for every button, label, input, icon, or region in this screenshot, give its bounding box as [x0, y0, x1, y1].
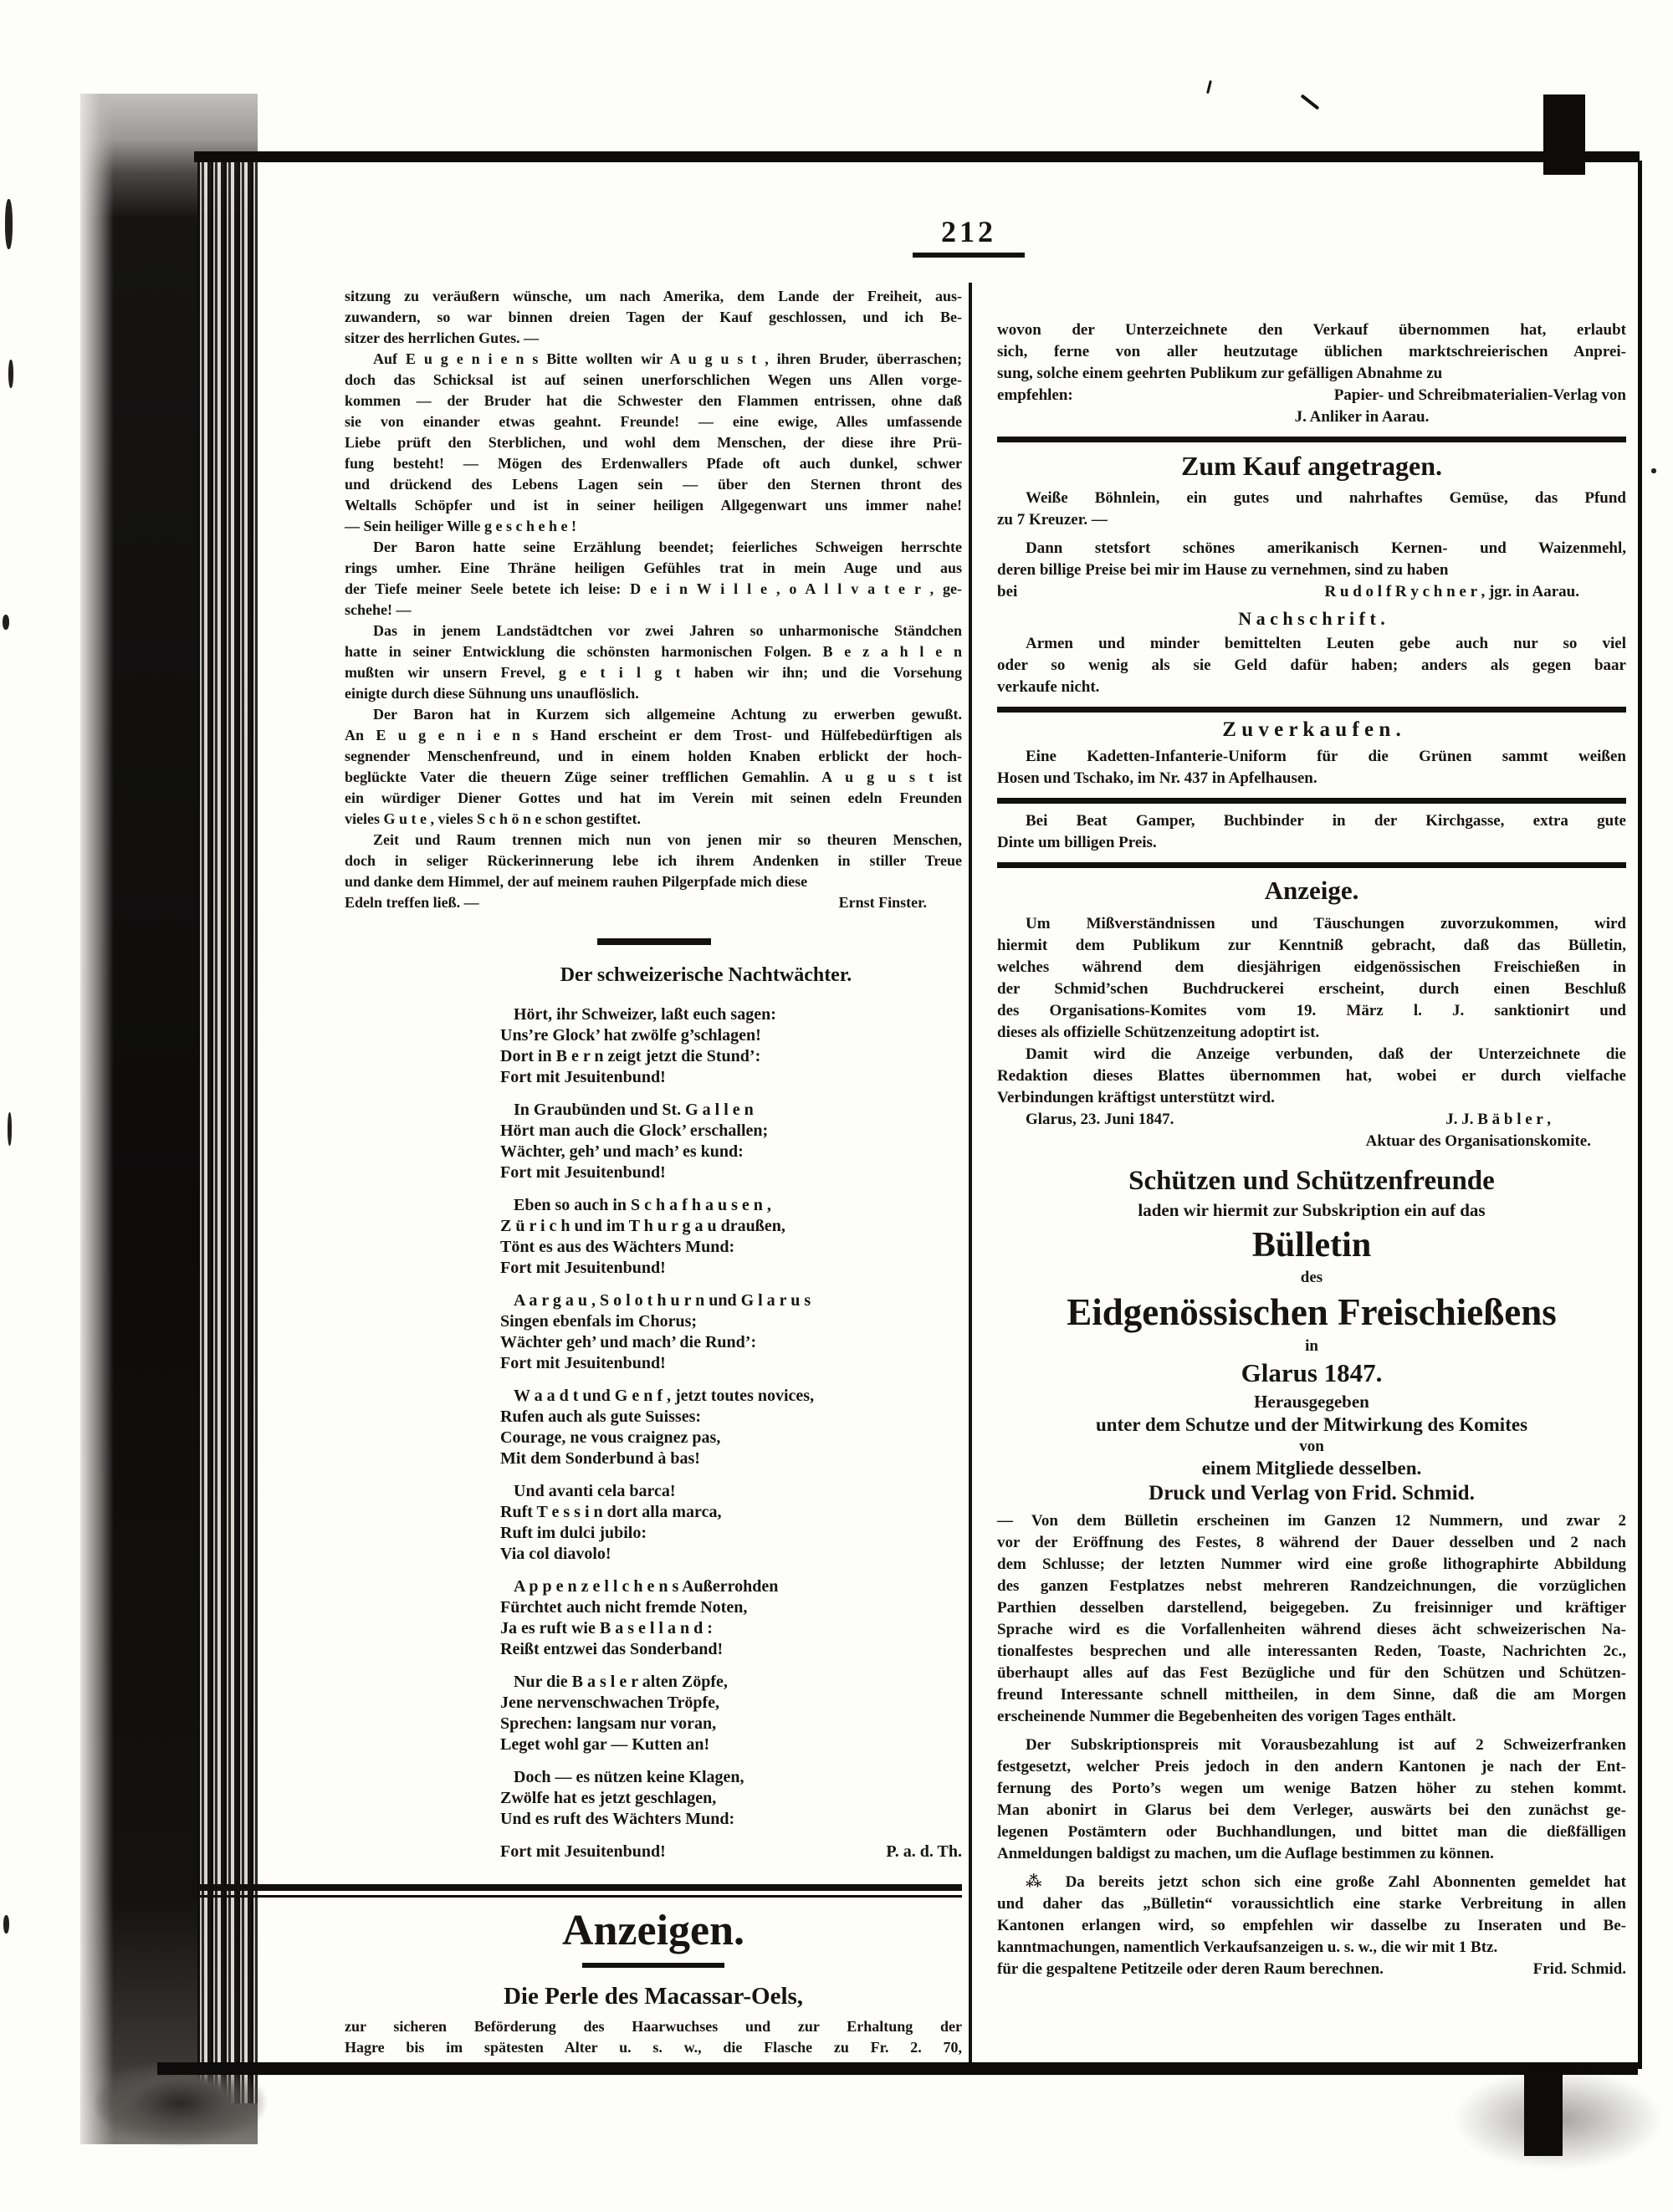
text-line: ⁂ Da bereits jetzt schon sich eine große Zahl Abonnenten gemeldet hat: [1026, 1873, 1626, 1891]
invite-heading: Schützen und Schützenfreunde: [1128, 1166, 1495, 1196]
top-right-ink-mark: [1543, 95, 1585, 175]
poem-stanza: [500, 1576, 962, 1660]
scan-scratch: [1301, 94, 1320, 110]
scan-speck: [8, 360, 13, 388]
text-line: Fort mit Jesuitenbund!: [500, 1068, 666, 1086]
bulletin-des: des: [1300, 1269, 1323, 1286]
signatory-name: J. J. B ä b l e r ,: [1445, 1111, 1551, 1128]
right-column: [997, 319, 1626, 1980]
text-line: vieles G u t e , vieles S c h ö n e schon gestiftet.: [345, 810, 641, 827]
text-line: sich, ferne von aller heutzutage üblichen marktschreierischen Anprei-: [997, 343, 1626, 360]
text-line: sitzung zu veräußern wünsche, um nach Amerika, dem Lande der Freiheit, aus-: [345, 288, 962, 304]
text-line: Verbindungen kräftigst unterstützt wird.: [997, 1089, 1275, 1106]
text-line: Tönt es aus des Wächters Mund:: [500, 1238, 735, 1256]
text-line: Weltalls Schöpfer und ist in seiner heiligen Allgegenwart uns immer nahe!: [345, 497, 962, 513]
zum-kauf-heading: Zum Kauf angetragen.: [1181, 451, 1442, 481]
story-paragraph: [345, 286, 962, 349]
scan-speck: [5, 199, 13, 249]
scan-scratch: [1206, 80, 1212, 94]
bulletin-title: Bülletin: [1251, 1226, 1372, 1264]
text-line: mußten wir unsern Frevel, g e t i l g t haben wir ihn; und die Vorsehung: [345, 664, 962, 681]
text-line: Fort mit Jesuitenbund!: [500, 1354, 666, 1372]
anzeige-heading: Anzeige.: [1264, 876, 1359, 905]
anzeige-date-line: [997, 1109, 1626, 1131]
text-line: Zwölfe hat es jetzt geschlagen,: [500, 1789, 717, 1807]
text-line: überhaupt alles auf das Fest Bezügliche und für den Schützen und Schützen-: [997, 1664, 1626, 1682]
text-line: festgesetzt, welcher Preis jedoch in den andern Kantonen je nach der Ent-: [997, 1758, 1626, 1775]
text-line: Weiße Böhnlein, ein gutes und nahrhaftes Gemüse, das Pfund: [1026, 489, 1626, 507]
text-line: der Tiefe meiner Seele betete ich leise: D e i n W i l l e , o A l l v a t e r , ge-: [345, 580, 962, 597]
ad-uniform: [997, 746, 1626, 789]
text-line: An E u g e n i e n s Hand erscheint er dem Trost- und Hülfebedürftigen als: [345, 727, 962, 743]
bulletin-inserate-paragraph: [997, 1872, 1626, 1959]
text-line: kanntmachungen, namentlich Verkaufsanzeigen u. s. w., die wir mit 1 Btz.: [997, 1939, 1498, 1956]
poem-stanza: [500, 1290, 962, 1374]
text-line: sie von einander etwas geahnt. Freunde! — eine ewige, Alles umfassende: [345, 413, 962, 430]
text-line: rings umher. Eine Thräne heiligen Gefühles trat in mein Auge und aus: [345, 559, 962, 576]
text-line: und drückend des Lebens Lagen sein — über den Sternen thront des: [345, 476, 962, 493]
ad-boehnlein: [997, 488, 1626, 531]
story-paragraph: [345, 621, 962, 704]
text-line: wovon der Unterzeichnete den Verkauf übernommen hat, erlaubt: [997, 321, 1626, 339]
ad-gamper: [997, 810, 1626, 854]
text-line: schehe! —: [345, 601, 412, 618]
text-line: hatte in seiner Entwicklung die schönsten harmonischen Folgen. B e z a h l e n: [345, 643, 962, 660]
bulletin-in: in: [1305, 1337, 1318, 1355]
page-top-border-line: [194, 151, 1640, 162]
poem-refrain: Fort mit Jesuitenbund!: [500, 1842, 666, 1861]
text-line: Hört, ihr Schweizer, laßt euch sagen:: [514, 1005, 776, 1024]
ad-seller-line: [997, 581, 1626, 603]
text-line: verkaufe nicht.: [997, 678, 1100, 696]
bulletin-herausgegeben: Herausgegeben: [1254, 1392, 1369, 1412]
text-line: Rufen auch als gute Suisses:: [500, 1407, 702, 1426]
text-line: Redaktion dieses Blattes übernommen hat, wobei er durch vielfache: [997, 1067, 1626, 1085]
poem-stanza: [500, 1386, 962, 1469]
page-number-underline: [913, 253, 1025, 258]
section-rule: [997, 437, 1626, 442]
story-closing-line: [345, 892, 962, 913]
anzeigen-heading-underline: [582, 1963, 724, 1968]
text-line: Singen ebenfals im Chorus;: [500, 1312, 698, 1331]
text-line: Um Mißverständnissen und Täuschungen zuvorzukommen, wird: [1026, 915, 1626, 932]
story-last-words: Edeln treffen ließ. —: [345, 894, 479, 911]
text-line: dieses als offizielle Schützenzeitung adoptirt ist.: [997, 1024, 1320, 1041]
ad-macassar-continuation: [997, 319, 1626, 385]
text-line: Fort mit Jesuitenbund!: [500, 1163, 666, 1182]
zu-verkaufen-heading: Z u v e r k a u f e n .: [1222, 718, 1401, 741]
text-line: fung besteht! — Mögen des Erdenwallers Pfade oft auch dunkel, schwer: [345, 455, 962, 472]
ad-macassar-title: Die Perle des Macassar-Oels,: [503, 1983, 804, 2010]
text-line: Auf E u g e n i e n s Bitte wollten wir A u g u s t , ihren Bruder, überraschen;: [373, 350, 962, 367]
text-line: Eine Kadetten-Infanterie-Uniform für die Grünen sammt weißen: [1026, 748, 1626, 765]
text-line: Ja es ruft wie B a s e l l a n d :: [500, 1619, 713, 1637]
scan-speck: [8, 1112, 12, 1146]
poem-stanza: [500, 1100, 962, 1183]
text-line: Wächter, geh’ und mach’ es kund:: [500, 1142, 744, 1161]
bulletin-place-year: Glarus 1847.: [1241, 1358, 1383, 1387]
text-line: Sprache wird es die Vorfallenheiten während dieses ächt schweizerischen Na-: [997, 1621, 1626, 1638]
nachschrift-text: [997, 633, 1626, 698]
page-number: [908, 214, 1029, 258]
text-line: Sprechen: langsam nur voran,: [500, 1714, 717, 1733]
text-line: erscheinende Nummer die Begebenheiten des vorigen Tages enthält.: [997, 1708, 1456, 1725]
date-place: Glarus, 23. Juni 1847.: [1026, 1111, 1174, 1128]
closing-text: für die gespaltene Petitzeile oder deren Raum berechnen.: [997, 1960, 1384, 1978]
story-paragraph: [345, 704, 962, 830]
text-line: Kantonen erlangen wird, so empfehlen wir dasselbe zu Inseraten und Be-: [997, 1917, 1626, 1934]
text-line: Mit dem Sonderbund à bas!: [500, 1449, 700, 1468]
text-line: Bei Beat Gamper, Buchbinder in der Kirchgasse, extra gute: [1026, 812, 1626, 830]
bulletin-main-title: Eidgenössischen Freischießens: [1067, 1291, 1557, 1333]
text-line: segnender Menschenfreund, und in einem holden Knaben erblickt der hoch-: [345, 748, 962, 764]
text-line: Jene nervenschwachen Tröpfe,: [500, 1693, 720, 1712]
text-line: der Schmid’schen Buchdruckerei erscheint, durch einen Beschluß: [997, 980, 1626, 998]
page-right-border-line: [1638, 161, 1642, 2069]
text-line: Courage, ne vous craignez pas,: [500, 1428, 721, 1447]
bottom-right-ink-mark: [1524, 2072, 1563, 2156]
text-line: ein würdiger Diener Gottes und hat im Verein mit seinen edeln Freunden: [345, 789, 962, 806]
text-line: und daher das „Bülletin“ voraussichtlich eine starke Verbreitung in allen: [997, 1895, 1626, 1913]
text-line: Ruft im dulci jubilo:: [500, 1524, 647, 1542]
text-line: tionalfestes besprechen und alle interessanten Reden, Toaste, Nachrichten 2c.,: [997, 1642, 1626, 1660]
section-rule: [997, 798, 1626, 804]
text-line: beglückte Vater die theuern Züge seiner trefflichen Gemahlin. A u g u s t ist: [345, 769, 962, 785]
anzeige-paragraph: [997, 913, 1626, 1044]
text-line: In Graubünden und St. G a l l e n: [514, 1101, 754, 1119]
text-line: Dann stetsfort schönes amerikanisch Kernen- und Waizenmehl,: [1026, 539, 1626, 557]
text-line: hiermit dem Publikum zur Kenntniß gebracht, daß das Bülletin,: [997, 937, 1626, 954]
text-line: Leget wohl gar — Kutten an!: [500, 1735, 710, 1754]
poem-stanza: [500, 1481, 962, 1565]
text-line: A p p e n z e l l c h e n s Außerrohden: [514, 1577, 779, 1596]
text-line: einigte durch diese Sühnung uns unauflöslich.: [345, 685, 639, 702]
publisher-text: Papier- und Schreibmaterialien-Verlag von: [1333, 386, 1626, 404]
text-line: zu 7 Kreuzer. —: [997, 511, 1108, 529]
signatory-title: Aktuar des Organisationskomite.: [1365, 1132, 1591, 1150]
poem-attribution: P. a. d. Th.: [886, 1842, 962, 1861]
story-paragraph: [345, 349, 962, 537]
bulletin-description: [997, 1510, 1626, 1728]
text-line: zuwandern, so war binnen dreien Tagen der Kauf geschlossen, und ich Be-: [345, 309, 962, 325]
left-column: [345, 286, 962, 2058]
text-line: Anmeldungen baldigst zu machen, um die Auflage bestimmen zu können.: [997, 1845, 1494, 1862]
text-line: sitzer des herrlichen Gutes. —: [345, 330, 540, 346]
scan-speck: [3, 615, 9, 630]
bei-label: bei: [997, 583, 1018, 600]
text-line: Parthien desselben darstellend, beigegeben. Zu freisinniger und kräftiger: [997, 1599, 1626, 1617]
text-line: oder so wenig als sie Geld dafür haben; anders als gegen baar: [997, 656, 1626, 674]
text-line: Z ü r i c h und im T h u r g a u draußen,: [500, 1217, 785, 1235]
poem-stanza: [500, 1767, 962, 1830]
poem-stanza: [500, 1195, 962, 1279]
publisher-signature: Frid. Schmid.: [1532, 1960, 1626, 1978]
text-line: und danke dem Himmel, der auf meinem rauhen Pilgerpfade mich diese: [345, 873, 808, 890]
ad-macassar-line: Hagre bis im spätesten Alter u. s. w., die Flasche zu Fr. 2. 70,: [345, 2039, 962, 2056]
column-divider-rule: [969, 283, 972, 2062]
publisher-name: J. Anliker in Aarau.: [1294, 408, 1430, 426]
scan-speck: [1651, 468, 1656, 473]
text-line: Uns’re Glock’ hat zwölfe g’schlagen!: [500, 1026, 761, 1045]
anzeigen-separator-rule: [197, 1884, 962, 1898]
ad-macassar-line: zur sicheren Beförderung des Haarwuchses und zur Erhaltung der: [345, 2018, 962, 2035]
section-separator-rule: [597, 938, 711, 945]
text-line: — Von dem Bülletin erscheinen im Ganzen 12 Nummern, und zwar 2: [997, 1512, 1626, 1530]
seller-name: R u d o l f R y c h n e r , jgr. in Aarau.: [1324, 583, 1579, 600]
section-rule: [997, 862, 1626, 868]
page-number-text: 212: [941, 215, 996, 248]
text-line: Hört man auch die Glock’ erschallen;: [500, 1121, 769, 1140]
text-line: freund Interessante schnell mittheilen, in dem Sinne, daß die am Morgen: [997, 1686, 1626, 1704]
text-line: dem Schlusse; der letzten Nummer wird eine große lithographirte Abbildung: [997, 1556, 1626, 1573]
text-line: Und avanti cela barca!: [514, 1482, 676, 1500]
text-line: Armen und minder bemittelten Leuten gebe auch nur so viel: [1026, 635, 1626, 652]
story-paragraph: [345, 830, 962, 892]
text-line: doch das Schicksal ist auf seinen unerforschlichen Wegen uns Allen vorge-: [345, 371, 962, 388]
text-line: Und es ruft des Wächters Mund:: [500, 1810, 735, 1828]
text-line: Doch — es nützen keine Klagen,: [514, 1768, 744, 1786]
text-line: Wächter geh’ und mach’ die Rund’:: [500, 1333, 757, 1351]
text-line: Eben so auch in S c h a f h a u s e n ,: [514, 1196, 771, 1214]
empfehlen-label: empfehlen:: [997, 386, 1073, 404]
text-line: welches während dem diesjährigen eidgenössischen Freischießen in: [997, 958, 1626, 976]
bulletin-closing-line: [997, 1959, 1626, 1980]
text-line: Fürchtet auch nicht fremde Noten,: [500, 1598, 748, 1617]
text-line: Der Baron hat in Kurzem sich allgemeine Achtung zu erwerben gewußt.: [373, 706, 962, 723]
bulletin-announcement: [997, 1164, 1626, 1507]
author-signature: Ernst Finster.: [838, 894, 927, 911]
text-line: Via col diavolo!: [500, 1545, 611, 1563]
text-line: Der Baron hatte seine Erzählung beendet; feierliches Schweigen herrschte: [373, 539, 962, 555]
book-binding-edge: [80, 94, 258, 2144]
text-line: Dinte um billigen Preis.: [997, 834, 1157, 851]
invite-subline: laden wir hiermit zur Subskription ein auf das: [1138, 1200, 1486, 1220]
ad-publisher-line: [997, 385, 1626, 406]
text-line: — Sein heiliger Wille g e s c h e h e !: [345, 518, 576, 534]
ad-mehl: [997, 538, 1626, 581]
text-line: Damit wird die Anzeige verbunden, daß der Unterzeichnete die: [1026, 1045, 1626, 1063]
scan-speck: [3, 1915, 9, 1934]
text-line: des Organisations-Komites vom 19. März l. J. sanktionirt und: [997, 1002, 1626, 1019]
text-line: sung, solche einem geehrten Publikum zur gefälligen Abnahme zu: [997, 365, 1443, 382]
poem-stanza: [500, 1004, 962, 1088]
text-line: Zeit und Raum trennen mich nun von jenen mir so theuren Menschen,: [373, 831, 962, 848]
bulletin-price-paragraph: [997, 1734, 1626, 1865]
text-line: vor der Eröffnung des Festes, 8 während der Dauer desselben und 2 nach: [997, 1534, 1626, 1551]
bulletin-von: von: [1299, 1438, 1324, 1455]
text-line: Reißt entzwei das Sonderband!: [500, 1640, 724, 1658]
text-line: doch in seliger Rückerinnerung lebe ich ihrem Andenken in stiller Treue: [345, 852, 962, 869]
text-line: des ganzen Festplatzes nebst mehreren Randzeichnungen, die vorzüglichen: [997, 1577, 1626, 1595]
text-line: fernung des Porto’s wegen um wenige Batzen höher zu stehen kommt.: [997, 1780, 1626, 1797]
story-paragraph: [345, 537, 962, 621]
nachschrift-heading: N a c h s c h r i f t .: [1238, 608, 1385, 629]
text-line: Fort mit Jesuitenbund!: [500, 1259, 666, 1277]
text-line: Das in jenem Landstädtchen vor zwei Jahren so unharmonische Ständchen: [373, 622, 962, 639]
text-line: kommen — der Bruder hat die Schwester den Flammen entrissen, ohne daß: [345, 392, 962, 409]
text-line: Liebe prüft den Sterblichen, und wohl dem Menschen, der diese ihre Prü-: [345, 434, 962, 451]
bulletin-patronage: unter dem Schutze und der Mitwirkung des Komites: [1095, 1414, 1528, 1435]
text-line: Dort in B e r n zeigt jetzt die Stund’:: [500, 1047, 761, 1065]
bulletin-member: einem Mitgliede desselben.: [1201, 1458, 1422, 1479]
text-line: Ruft T e s s i n dort alla marca,: [500, 1503, 722, 1521]
text-line: Man abonirt in Glarus bei dem Verleger, auswärts bei den zunächst ge-: [997, 1801, 1626, 1819]
bulletin-printer: Druck und Verlag von Frid. Schmid.: [1149, 1482, 1475, 1504]
poem-attribution-line: [500, 1842, 962, 1862]
text-line: Hosen und Tschako, im Nr. 437 in Apfelhausen.: [997, 769, 1317, 787]
poem: [500, 965, 962, 1862]
text-line: W a a d t und G e n f , jetzt toutes novices,: [514, 1387, 815, 1405]
section-rule: [997, 707, 1626, 713]
anzeigen-heading: Anzeigen.: [561, 1907, 745, 1954]
page-bottom-border-line: [157, 2062, 1638, 2075]
text-line: Nur die B a s l e r alten Zöpfe,: [514, 1673, 728, 1691]
text-line: Der Subskriptionspreis mit Vorausbezahlung ist auf 2 Schweizerfranken: [1026, 1736, 1626, 1754]
text-line: deren billige Preise bei mir im Hause zu vernehmen, sind zu haben: [997, 561, 1449, 579]
anzeige-paragraph: [997, 1044, 1626, 1109]
text-line: A a r g a u , S o l o t h u r n und G l a r u s: [514, 1291, 811, 1310]
poem-title: Der schweizerische Nachtwächter.: [560, 964, 852, 986]
text-line: legenen Postämtern oder Buchhandlungen, und bittet man die dießfälligen: [997, 1823, 1626, 1841]
poem-stanza: [500, 1672, 962, 1755]
